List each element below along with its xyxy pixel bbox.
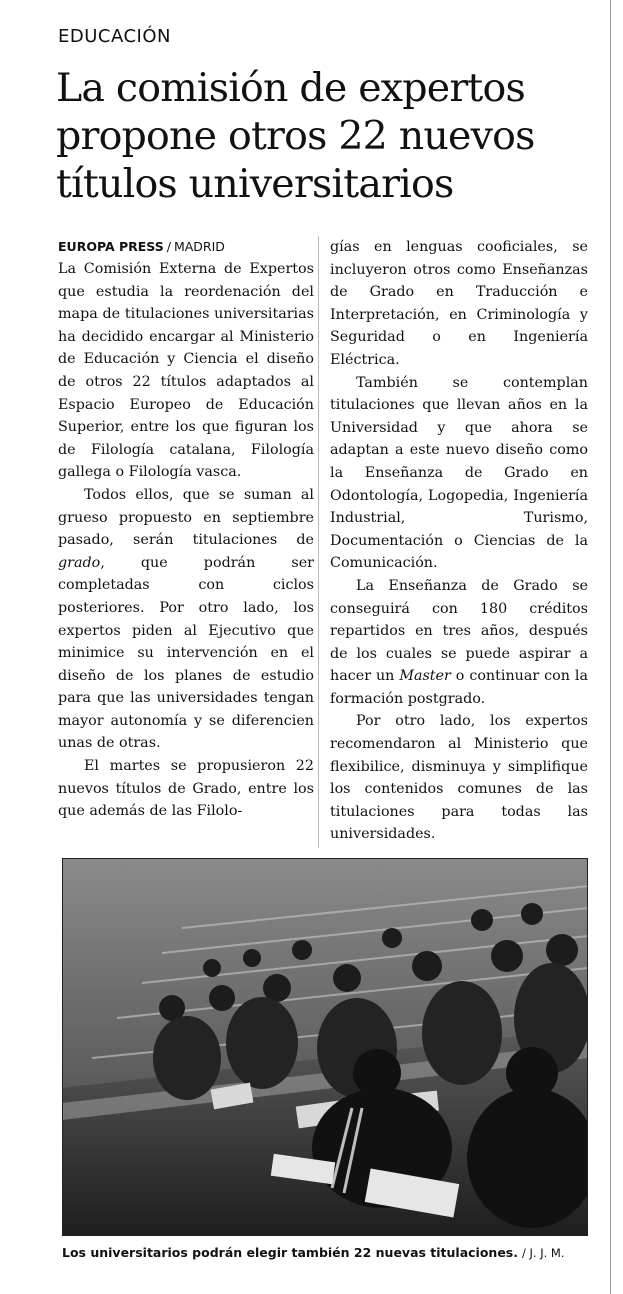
paragraph-3: El martes se propusieron 22 nuevos títulos de Grado, entre los que además de las Filolo- <box>58 758 314 820</box>
paragraph-2-text-a: Todos ellos, que se suman al grueso propuesto en septiembre pasado, serán titulaciones de <box>58 486 314 549</box>
photo-caption: Los universitarios podrán elegir también 22 nuevas titulaciones. <box>62 1245 518 1260</box>
paragraph-2 <box>58 484 314 755</box>
paragraph-6-italic: Master <box>399 668 451 685</box>
photo-credit: / J. J. M. <box>522 1246 565 1260</box>
clipping-edge <box>610 0 611 1294</box>
byline-separator: / <box>166 239 171 254</box>
lecture-hall-photo <box>62 858 588 1236</box>
byline-agency: EUROPA PRESS <box>58 239 164 254</box>
paragraph-6-text-a: La Enseñanza de Grado se conseguirá con 180 créditos repartidos en tres años, después de los cuales se puede aspirar a hacer un <box>330 577 588 685</box>
photo-illustration <box>62 858 588 1236</box>
paragraph-1: La Comisión Externa de Expertos que estudia la reordenación del mapa de titulaciones universitarias ha decidido encargar al Ministerio de Educación y Ciencia el diseño de otros 22 títulos adaptados al Espacio Europeo de Educación Superior, entre los que figuran los de Filología catalana, Filología gallega o Filología vasca. <box>58 261 314 481</box>
paragraph-7: Por otro lado, los expertos recomendaron al Ministerio que flexibilice, disminuya y simplifique los contenidos comunes de las titulaciones para todas las universidades. <box>330 713 588 843</box>
byline-city: MADRID <box>173 239 225 254</box>
photo-caption-row <box>62 1244 588 1262</box>
paragraph-6-text-b: o continuar con la formación postgrado. <box>330 668 588 707</box>
paragraph-5: También se contemplan titulaciones que llevan años en la Universidad y que ahora se adaptan a este nuevo diseño como la Enseñanza de Grado en Odontología, Logopedia, Ingeniería Industrial, Turismo, Documentación o Ciencias de la Comunicación. <box>330 374 588 572</box>
article-column-2 <box>330 236 588 846</box>
paragraph-6 <box>330 575 588 711</box>
column-divider <box>318 236 319 848</box>
byline <box>58 236 314 258</box>
paragraph-2-text-b: , que podrán ser completadas con ciclos posteriores. Por otro lado, los expertos piden al Ejecutivo que minimice su intervención en el diseño de los planes de estudio para que las universidades tengan mayor autonomía y se diferencien unas de otras. <box>58 554 314 752</box>
paragraph-4: gías en lenguas cooficiales, se incluyeron otros como Enseñanzas de Grado en Traducción e Interpretación, en Criminología y Seguridad o en Ingeniería Eléctrica. <box>330 239 588 368</box>
article-column-1 <box>58 236 314 823</box>
paragraph-2-italic: grado <box>58 554 101 571</box>
headline: La comisión de expertos propone otros 22 nuevos títulos universitarios <box>56 65 535 207</box>
section-label: EDUCACIÓN <box>58 26 171 47</box>
